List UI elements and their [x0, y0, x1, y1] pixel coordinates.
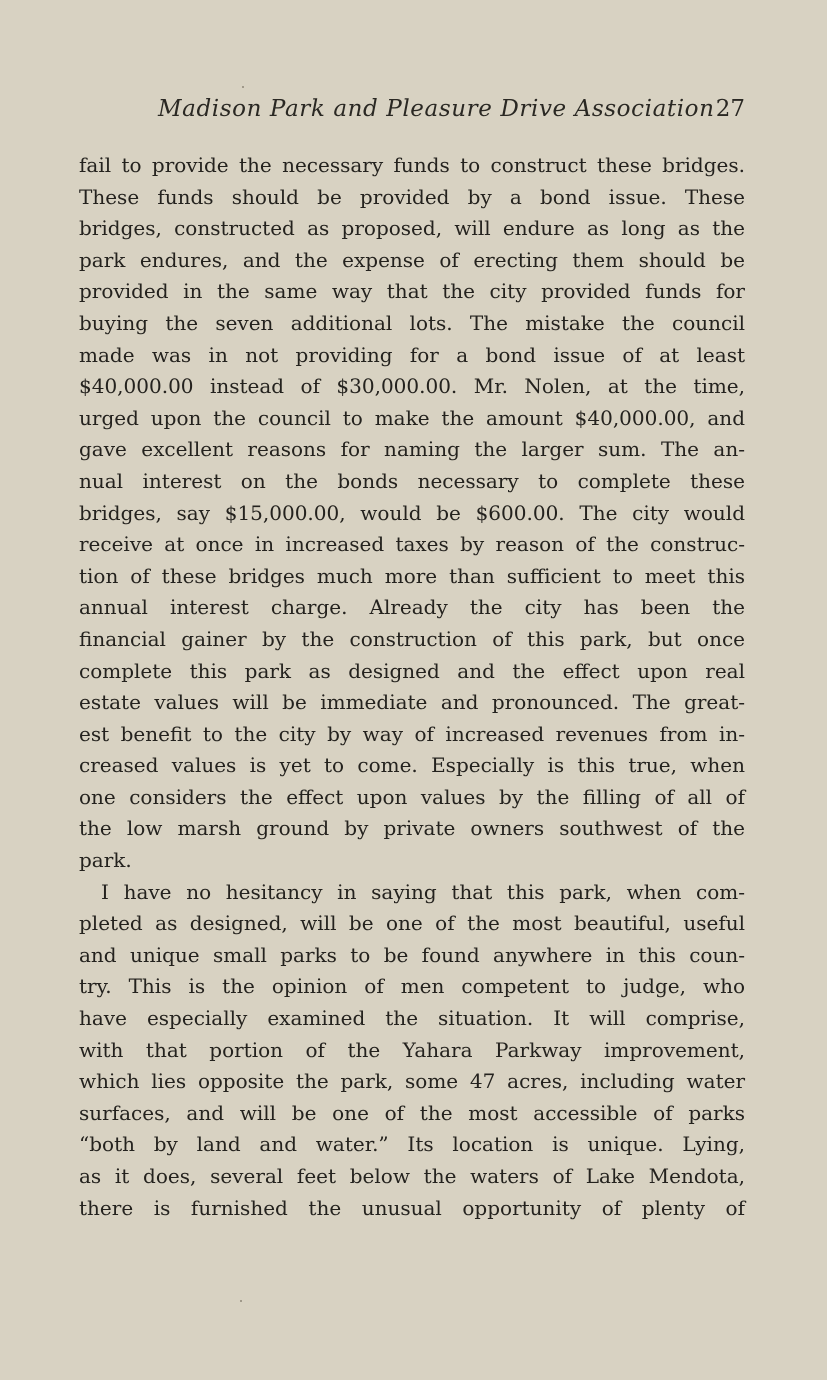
text-line: there is furnished the unusual opportunity of plenty of — [79, 1195, 745, 1220]
text-line: with that portion of the Yahara Parkway improvement, — [79, 1037, 745, 1062]
running-head-title: Madison Park and Pleasure Drive Association — [158, 96, 715, 122]
text-line: “both by land and water.” Its location is unique. Lying, — [79, 1132, 745, 1157]
text-line: provided in the same way that the city provided funds for — [79, 279, 745, 304]
text-line: gave excellent reasons for naming the larger sum. The an- — [79, 437, 745, 462]
paper-speck — [242, 86, 244, 88]
body-text — [79, 150, 745, 1224]
text-line: as it does, several feet below the waters of Lake Mendota, — [79, 1164, 745, 1188]
text-line: estate values will be immediate and pronounced. The great- — [79, 690, 745, 715]
text-line: These funds should be provided by a bond issue. These — [79, 184, 745, 209]
text-line: try. This is the opinion of men competent to judge, who — [79, 974, 745, 999]
text-line: and unique small parks to be found anywhere in this coun- — [79, 942, 745, 967]
text-line: annual interest charge. Already the city has been the — [79, 595, 745, 620]
text-line: nual interest on the bonds necessary to complete these — [79, 468, 745, 493]
text-line: tion of these bridges much more than sufficient to meet this — [79, 563, 745, 588]
text-line: which lies opposite the park, some 47 acres, including water — [79, 1069, 745, 1094]
text-line-paragraph-end: park. — [79, 848, 132, 873]
paper-speck — [240, 1300, 242, 1302]
text-line: $40,000.00 instead of $30,000.00. Mr. Nolen, at the time, — [79, 374, 745, 399]
text-line-paragraph-start: I have no hesitancy in saying that this park, when com- — [101, 879, 745, 904]
text-line: pleted as designed, will be one of the most beautiful, useful — [79, 911, 745, 936]
text-line: receive at once in increased taxes by reason of the construc- — [79, 532, 745, 557]
text-line: surfaces, and will be one of the most accessible of parks — [79, 1100, 745, 1125]
text-line: creased values is yet to come. Especially is this true, when — [79, 753, 745, 778]
text-line: one considers the effect upon values by the filling of all of — [79, 784, 745, 809]
text-line: park endures, and the expense of erecting them should be — [79, 247, 745, 272]
text-line: bridges, say $15,000.00, would be $600.00. The city would — [79, 500, 745, 525]
text-line: est benefit to the city by way of increased revenues from in- — [79, 721, 745, 746]
text-line: have especially examined the situation. It will comprise, — [79, 1006, 745, 1031]
text-line: complete this park as designed and the effect upon real — [79, 658, 745, 683]
text-line: fail to provide the necessary funds to construct these bridges. — [79, 153, 745, 177]
text-line: buying the seven additional lots. The mistake the council — [79, 310, 745, 335]
text-line: made was in not providing for a bond issue of at least — [79, 342, 745, 367]
text-line: the low marsh ground by private owners southwest of the — [79, 816, 745, 841]
text-line: financial gainer by the construction of this park, but once — [79, 626, 745, 651]
text-line: urged upon the council to make the amount $40,000.00, and — [79, 405, 745, 430]
page-number: 27 — [715, 96, 745, 122]
text-line: bridges, constructed as proposed, will endure as long as the — [79, 216, 745, 241]
